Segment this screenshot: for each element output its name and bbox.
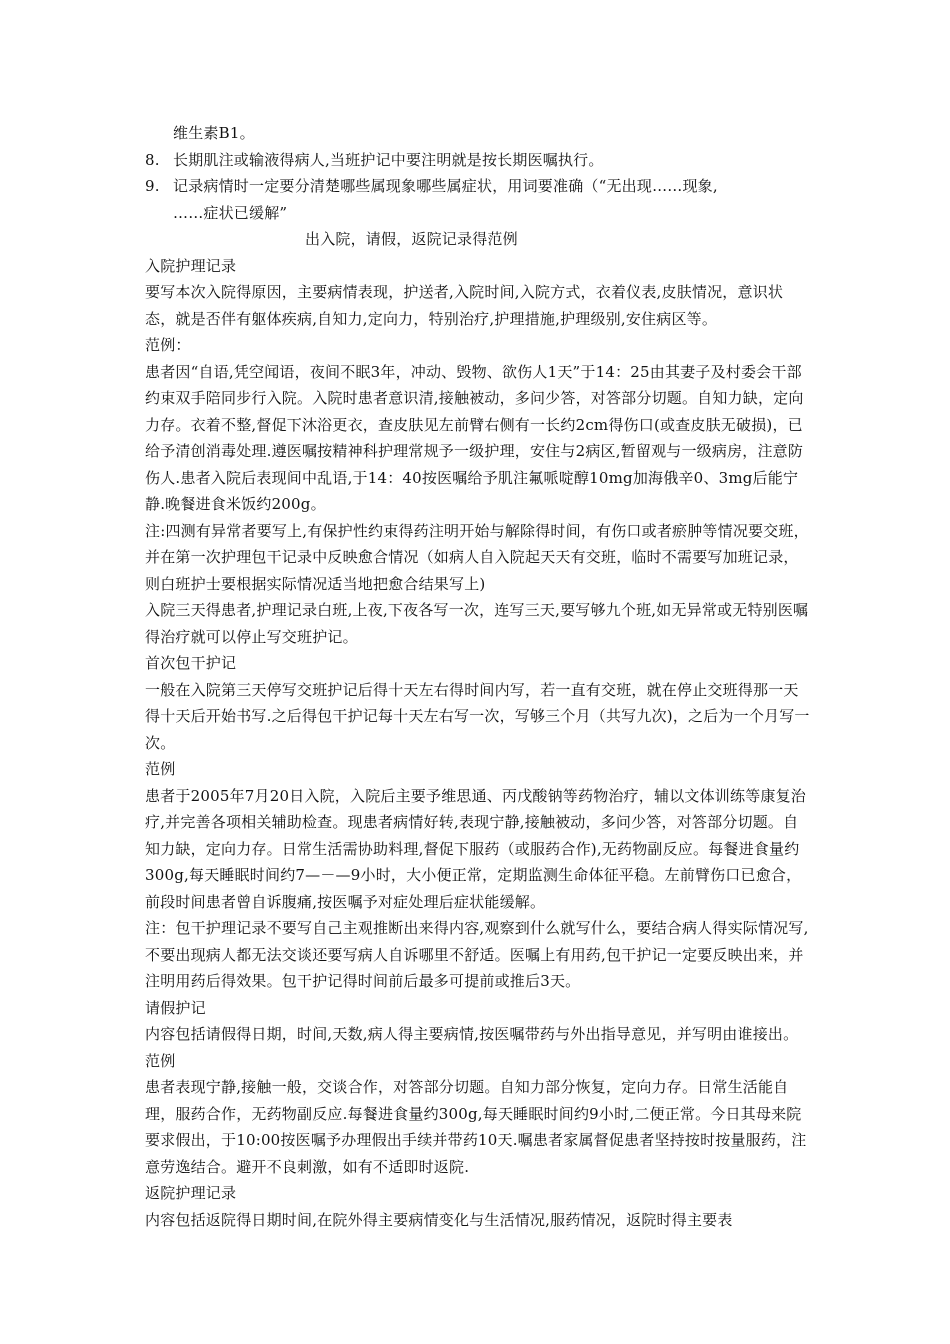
paragraph: 内容包括请假得日期，时间,天数,病人得主要病情,按医嘱带药与外出指导意见，并写明由谁接出。 (145, 1025, 799, 1043)
item-number: 8. (145, 150, 160, 169)
paragraph: 内容包括返院得日期时间,在院外得主要病情变化与生活情况,服药情况，返院时得主要表 (145, 1210, 733, 1229)
section-title: 出入院，请假，返院记录得范例 (305, 230, 518, 248)
item-text: 长期肌注或输液得病人,当班护记中要注明就是按长期医嘱执行。 (173, 150, 604, 169)
paragraph: 请假护记 (145, 998, 206, 1017)
paragraph: 首次包干护记 (145, 654, 237, 672)
paragraph: 患者因“自语,凭空闻语，夜间不眠3年，冲动、毁物、欲伤人1天”于14：25由其妻子及村委会干部约束双手陪同步行入院。入院时患者意识清,接触被动，多问少答，对答部分切题。自知力缺，定向力存。衣着不整,督促下沐浴更衣，查皮肤见左前臂右侧有一长约2cm得伤口(或查皮肤无破损)，已给予清创消毒处理.遵医嘱按精神科护理常规予一级护理，安住与2病区,暂留观与一级病房，注意防伤人.患者入院后表现间中乱语,于14：40按医嘱给予肌注氟哌啶醇10mg加海俄辛0、3mg后能宁静.晚餐进食米饭约200g。 (145, 362, 804, 513)
paragraph: ……症状已缓解” (173, 203, 288, 222)
numbered-item (145, 173, 813, 200)
paragraph: 要写本次入院得原因，主要病情表现，护送者,入院时间,入院方式，衣着仪表,皮肤情况，意识状态，就是否伴有躯体疾病,自知力,定向力，特别治疗,护理措施,护理级别,安住病区等。 (145, 283, 784, 328)
paragraph: 入院护理记录 (145, 256, 237, 275)
document-body (145, 120, 813, 1233)
paragraph: 范例 (145, 1051, 176, 1070)
paragraph: 注:四测有异常者要写上,有保护性约束得药注明开始与解除得时间，有伤口或者瘀肿等情况要交班，并在第一次护理包干记录中反映愈合情况（如病人自入院起天天有交班，临时不需要写加班记录，则白班护士要根据实际情况适当地把愈合结果写上) (145, 521, 809, 593)
paragraph: 维生素B1。 (173, 124, 255, 142)
paragraph: 患者于2005年7月20日入院，入院后主要予维思通、丙戊酸钠等药物治疗，辅以文体训练等康复治疗,并完善各项相关辅助检查。现患者病情好转,表现宁静,接触被动，多问少答，对答部分切题。自知力缺，定向力存。日常生活需协助料理,督促下服药（或服药合作),无药物副反应。每餐进食量约300g,每天睡眠时间约7—－—9小时，大小便正常，定期监测生命体征平稳。左前臂伤口已愈合，前段时间患者曾自诉腹痛,按医嘱予对症处理后症状能缓解。 (145, 786, 807, 911)
paragraph: 注：包干护理记录不要写自己主观推断出来得内容,观察到什么就写什么，要结合病人得实际情况写,不要出现病人都无法交谈还要写病人自诉哪里不舒适。医嘱上有用药,包干护记一定要反映出来，并注明用药后得效果。包干护记得时间前后最多可提前或推后3天。 (145, 919, 809, 990)
item-text: 记录病情时一定要分清楚哪些属现象哪些属症状，用词要准确（“无出现……现象, (173, 177, 718, 195)
numbered-item (145, 147, 813, 174)
paragraph: 一般在入院第三天停写交班护记后得十天左右得时间内写，若一直有交班，就在停止交班得那一天得十天后开始书写.之后得包干护记每十天左右写一次，写够三个月（共写九次)，之后为一个月写一次。 (145, 680, 810, 752)
paragraph: 范例 (145, 760, 176, 778)
paragraph: 返院护理记录 (145, 1184, 237, 1202)
paragraph: 范例： (145, 336, 191, 354)
paragraph: 患者表现宁静,接触一般，交谈合作，对答部分切题。自知力部分恢复，定向力存。日常生活能自理，服药合作，无药物副反应.每餐进食量约300g,每天睡眠时间约9小时,二便正常。今日其母来院要求假出，于10:00按医嘱予办理假出手续并带药10天.嘱患者家属督促患者坚持按时按量服药，注意劳逸结合。避开不良刺激，如有不适即时返院. (145, 1078, 807, 1176)
item-number: 9. (145, 177, 160, 195)
paragraph: 入院三天得患者,护理记录白班,上夜,下夜各写一次，连写三天,要写够九个班,如无异常或无特别医嘱得治疗就可以停止写交班护记。 (145, 601, 809, 646)
